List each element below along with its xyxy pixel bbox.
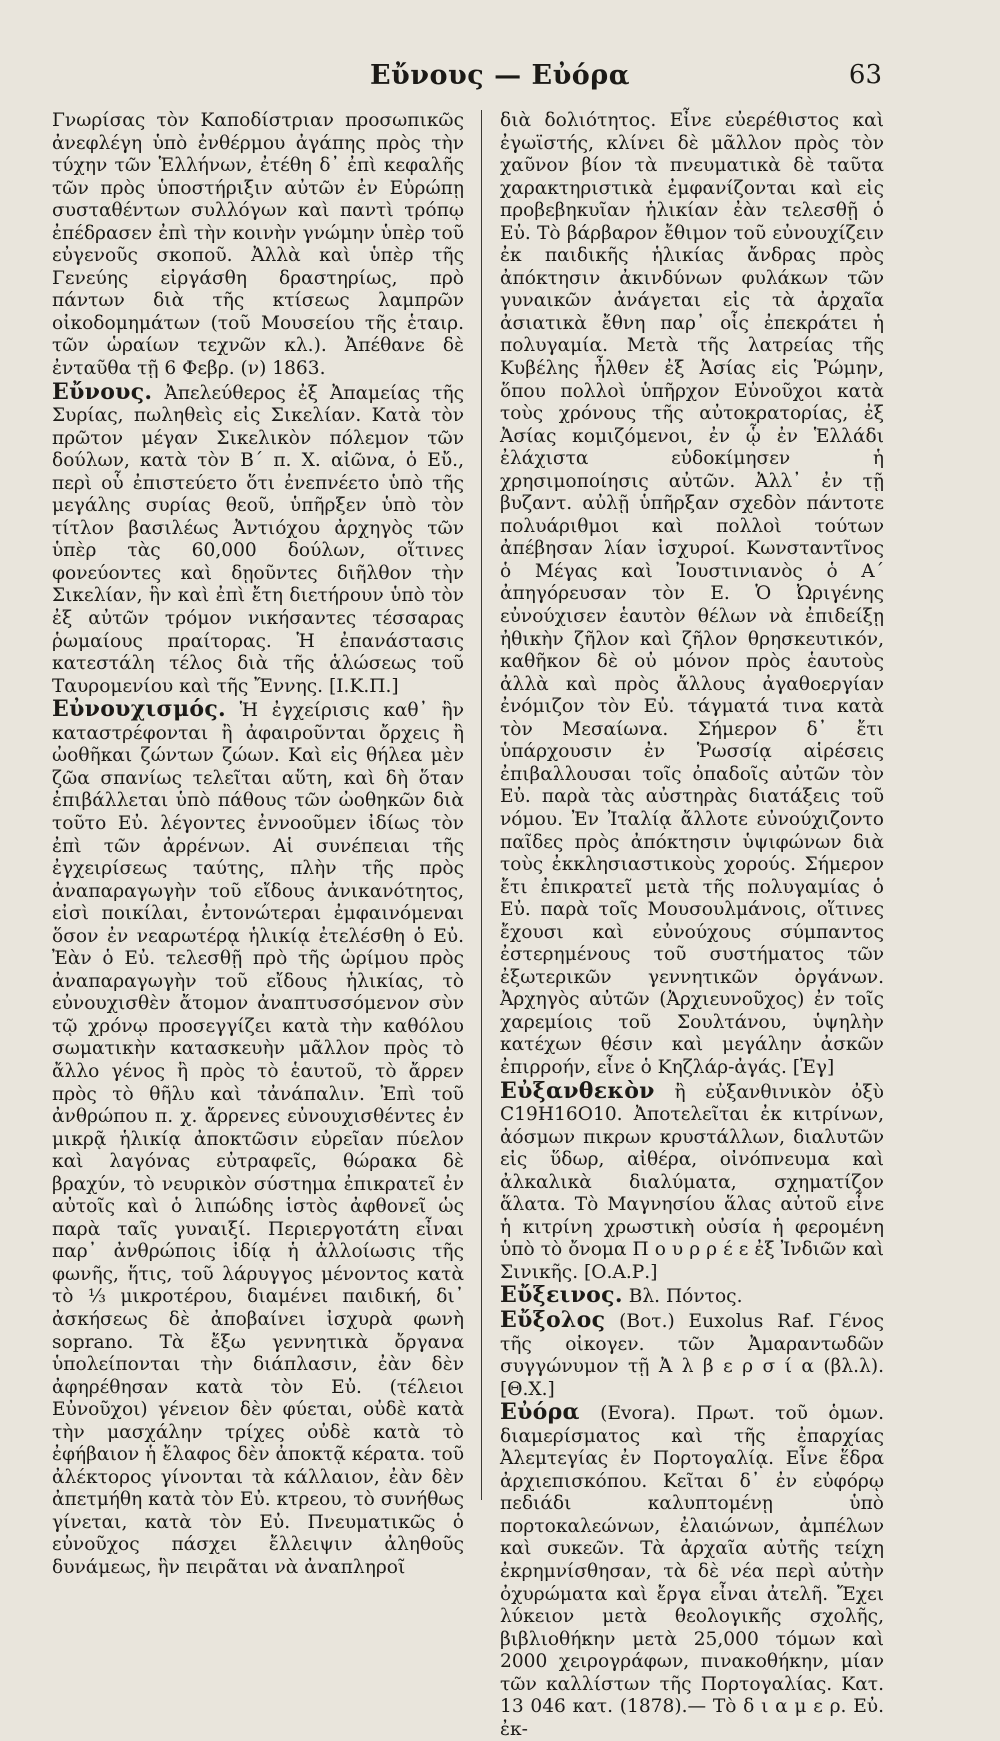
page-number: 63 [848,60,882,90]
column-divider [481,110,482,1500]
entry-body: Ἡ ἐγχείρισις καθ᾽ ἣν καταστρέφονται ἢ ἀφαιροῦνται ὄρχεις ἢ ὠοθῆκαι ζώντων ζώων. Καὶ εἰς θήλεα μὲν ζῶα σπανίως τελεῖται αὕτη, καὶ δὴ ὅταν ἐπιβάλλεται ὑπὸ πάθους τῶν ὠοθηκῶν διὰ τοῦτο Εὐ. λέγοντες ἐννοοῦμεν ἰδίως τὸν ἐπὶ τῶν ἀρρένων. Αἱ συνέπειαι τῆς ἐγχειρίσεως ταύτης, πλὴν τῆς πρὸς ἀναπαραγωγὴν τοῦ εἴδους ἀνικανότητος, εἰσὶ ποικίλαι, ἐντονώτεραι ἐμφαινόμεναι ὅσον ἐν νεαρωτέρᾳ ἡλικίᾳ ἐτελέσθη ὁ Εὐ. Ἐὰν ὁ Εὐ. τελεσθῇ πρὸ τῆς ὡρίμου πρὸς ἀναπαραγωγὴν τοῦ εἴδους ἡλικίας, τὸ εὐνουχισθὲν ἄτομον ἀναπτυσσόμενον σὺν τῷ χρόνῳ προσεγγίζει κατὰ τὴν καθόλου σωματικὴν κατασκευὴν μᾶλλον πρὸς τὸ ἄλλο γένος ἢ πρὸς τὸ ἑαυτοῦ, τὸ ἄρρεν πρὸς τὸ θῆλυ καὶ τἀνάπαλιν. Ἐπὶ τοῦ ἀνθρώπου π. χ. ἄρρενες εὐνουχισθέντες ἐν μικρᾷ ἡλικίᾳ ἀποκτῶσιν εὐρεῖαν πύελον καὶ λαγόνας εὐτραφεῖς, θώρακα δὲ βραχύν, τὸ νευρικὸν σύστημα ἐπικρατεῖ ἐν αὐτοῖς καὶ ὁ λιπώδης ἱστὸς ἀφθονεῖ ὡς παρὰ ταῖς γυναιξί. Περιεργοτάτη εἶναι παρ᾽ ἀνθρώποις ἰδίᾳ ἡ ἀλλοίωσις τῆς φωνῆς, ἥτις, τοῦ λάρυγγος μένοντος κατὰ τὸ ⅓ μικροτέρου, διαμένει παιδική, δι᾽ ἀσκήσεως δὲ ἀποβαίνει ἰσχυρὰ φωνὴ soprano. Τὰ ἔξω γεννητικὰ ὄργανα ὑπολείπονται τὴν διάπλασιν, ἐὰν δὲν ἀφηρέθησαν κατὰ τὸν Εὐ. (τέλειοι Εὐνοῦχοι) γένειον δὲν φύεται, οὐδὲ κατὰ τὴν μασχάλην τρίχες οὐδὲ κατὰ τὸ ἐφήβαιον ἡ ἔλαφος δὲν ἀποκτᾷ κέρατα. τοῦ ἀλέκτορος γίνονται τὰ κάλλαιον, ἐὰν δὲν ἀπετμήθη κατὰ τὸν Εὐ. κτρεου, τὸ συνήθως γίνεται, κατὰ τὸν Εὐ. Πνευματικῶς ὁ εὐνοῦχος πάσχει ἔλλειψιν ἀληθοῦς δυνάμεως, ἣν πειρᾶται νὰ ἀναπληροῖ [52,700,464,1578]
entry-headword: Εὐόρα [500,1399,580,1426]
entry-euora [500,1401,884,1741]
entry-headword: Εὔνους. [52,378,153,405]
continued-entry-text: Γνωρίσας τὸν Καποδίστριαν προσωπικῶς ἀνεφλέγη ὑπὸ ἐνθέρμου ἀγάπης πρὸς τὴν τύχην τῶν Ἑλλήνων, ἐτέθη δ᾽ ἐπὶ κεφαλῆς τῶν πρὸς ὑποστήριξιν αὐτῶν ἐν Εὐρώπῃ συσταθέντων συλλόγων καὶ παντὶ τρόπῳ ἐπέδρασεν ἐπὶ τὴν κοινὴν γνώμην ὑπὲρ τοῦ εὐγενοῦς σκοποῦ. Ἀλλὰ καὶ ὑπὲρ τῆς Γενεύης εἰργάσθη δραστηρίως, πρὸ πάντων διὰ τῆς κτίσεως λαμπρῶν οἰκοδομημάτων (τοῦ Μουσείου τῆς ἑταιρ. τῶν ὡραίων τεχνῶν κλ.). Ἀπέθανε δὲ ἐνταῦθα τῇ 6 Φεβρ. (ν) 1863. [52,110,464,380]
entry-euxolos [500,1306,884,1401]
entry-euxanthikon [500,1077,884,1285]
entry-euxeinos [500,1284,884,1309]
page-header [0,60,1000,100]
entry-body: Βλ. Πόντος. [622,1286,743,1308]
entry-eunouchismos [52,698,464,1579]
left-column [52,110,464,1578]
entry-body: (Evora). Πρωτ. τοῦ ὁμων. διαμερίσματος καὶ τῆς ἐπαρχίας Ἀλεμτεγίας ἐν Πορτογαλίᾳ. Εἶνε ἕδρα ἀρχιεπισκόπου. Κεῖται δ᾽ ἐν εὐφόρῳ πεδιάδι καλυπτομένῃ ὑπὸ πορτοκαλεώνων, ἐλαιώνων, ἀμπέλων καὶ συκεῶν. Τὰ ἀρχαῖα αὐτῆς τείχη ἐκρημνίσθησαν, τὰ δὲ νέα περὶ αὐτὴν ὀχυρώματα καὶ ἔργα εἶναι ἀτελῆ. Ἔχει λύκειον μετὰ θεολογικῆς σχολῆς, βιβλιοθήκην μετὰ 25,000 τόμων καὶ 2000 χειρογράφων, πινακοθήκην, μίαν τῶν καλλίστων τῆς Πορτογαλίας. Κατ. 13 046 κατ. (1878).— Τὸ δ ι α μ ε ρ. Εὐ. ἐκ- [500,1403,884,1740]
running-head: Εὔνους — Εὐόρα [369,60,631,91]
entry-headword: Εὔξεινος. [500,1282,623,1309]
entry-headword: Εὐξανθεκὸν [500,1077,655,1104]
entry-body: ἢ εὐξανθινικὸν ὀξὺ C19H16O10. Ἀποτελεῖται ἐκ κιτρίνων, ἀόσμων πικρων κρυστάλλων, διαλυτῶν εἰς ὕδωρ, αἰθέρα, οἰνόπνευμα καὶ ἀλκαλικὰ διαλύματα, σχηματίζον ἅλατα. Τὸ Μαγνησίου ἅλας αὐτοῦ εἶνε ἡ κιτρίνη χρωστικὴ οὐσία ἡ φερομένη ὑπὸ τὸ ὄνομα Π ο υ ρ ρ έ ε ἐξ Ἰνδιῶν καὶ Σινικῆς. [Ο.Α.Ρ.] [500,1081,884,1283]
entry-body: Ἀπελεύθερος ἐξ Ἀπαμείας τῆς Συρίας, πωληθεὶς εἰς Σικελίαν. Κατὰ τὸν πρῶτον μέγαν Σικελικὸν πόλεμον τῶν δούλων, κατὰ τὸν Β΄ π. Χ. αἰῶνα, ὁ Εὔ., περὶ οὗ ἐπιστεύετο ὅτι ἐνεπνέετο ὑπὸ τῆς μεγάλης συρίας θεοῦ, ὑπῆρξεν ὑπὸ τὸν τίτλον βασιλέως Ἀντιόχου ἀρχηγὸς τῶν ὑπὲρ τὰς 60,000 δούλων, οἵτινες φονεύοντες καὶ δῃοῦντες διῆλθον τὴν Σικελίαν, ἣν καὶ ἐπὶ ἔτη διετήρουν ὑπὸ τὸν ἐξ αὐτῶν τρόμον νικήσαντες τέσσαρας ῥωμαίους πραίτορας. Ἡ ἐπανάστασις κατεστάλη τέλος διὰ τῆς ἁλώσεως τοῦ Ταυρομενίου καὶ τῆς Ἔννης. [Ι.Κ.Π.] [52,382,464,697]
entry-eunous [52,378,464,699]
continued-entry-text: διὰ δολιότητος. Εἶνε εὐερέθιστος καὶ ἐγωϊστής, κλίνει δὲ μᾶλλον πρὸς τὸν χαῦνον βίον τὰ πνευματικὰ δὲ ταῦτα χαρακτηριστικὰ ἐμφανίζονται καὶ εἰς προβεβηκυῖαν ἡλικίαν ἐὰν τελεσθῇ ὁ Εὐ. Τὸ βάρβαρον ἔθιμον τοῦ εὐνουχίζειν ἐκ παιδικῆς ἡλικίας ἄνδρας πρὸς ἀπόκτησιν ἀκινδύνων φυλάκων τῶν γυναικῶν ἀνάγεται εἰς τὰ ἀρχαῖα ἀσιατικὰ ἔθνη παρ᾽ οἷς ἐπεκράτει ἡ πολυγαμία. Μετὰ τῆς λατρείας τῆς Κυβέλης ἦλθεν ἐξ Ἀσίας εἰς Ῥώμην, ὅπου πολλοὶ ὑπῆρχον Εὐνοῦχοι κατὰ τοὺς χρόνους τῆς αὐτοκρατορίας, ἐξ Ἀσίας κομιζόμενοι, ἐν ᾧ ἐν Ἑλλάδι ἐλάχιστα εὐδοκίμησεν ἡ χρησιμοποίησις αὐτῶν. Ἀλλ᾽ ἐν τῇ βυζαντ. αὐλῇ ὑπῆρξαν σχεδὸν πάντοτε πολυάριθμοι καὶ πολλοὶ τούτων ἀπέβησαν λίαν ἰσχυροί. Κωνσταντῖνος ὁ Μέγας καὶ Ἰουστινιανὸς ὁ Α΄ ἀπηγόρευσαν τὸν Ε. Ὁ Ὠριγένης εὐνούχισεν ἑαυτὸν θέλων νὰ ἐπιδείξῃ ἠθικὴν ζῆλον καὶ ζῆλον θρησκευτικόν, καθῆκον δὲ οὐ μόνον πρὸς ἑαυτοὺς ἀλλὰ καὶ πρὸς ἄλλους ἀγαθοεργίαν ἐνόμιζον τὸν Εὐ. τάγματά τινα κατὰ τὸν Μεσαίωνα. Σήμερον δ᾽ ἔτι ὑπάρχουσιν ἐν Ῥωσσίᾳ αἱρέσεις ἐπιβαλλουσαι τοῖς ὀπαδοῖς αὐτῶν τὸν Εὐ. παρὰ τὰς αὐστηρὰς διατάξεις τοῦ νόμου. Ἐν Ἰταλίᾳ ἄλλοτε εὐνούχιζοντο παῖδες πρὸς ἀπόκτησιν ὑψιφώνων διὰ τοὺς ἐκκλησιαστικοὺς χορούς. Σήμερον ἔτι ἐπικρατεῖ μετὰ τῆς πολυγαμίας ὁ Εὐ. παρὰ τοῖς Μουσουλμάνοις, οἵτινες ἔχουσι καὶ εὐνούχους σύμπαντος ἐστερημένους τοῦ συστήματος τῶν ἐξωτερικῶν γεννητικῶν ὀργάνων. Ἀρχηγὸς αὐτῶν (Ἀρχιευνοῦχος) ἐν τοῖς χαρεμίοις τοῦ Σουλτάνου, ὑψηλὴν κατέχων θέσιν καὶ μεγάλην ἀσκῶν ἐπιρροήν, εἶνε ὁ Κηζλάρ-ἀγάς. [Ἐγ] [500,110,884,1078]
entry-body: (Βοτ.) Euxolus Raf. Γένος τῆς οἰκογεν. τῶν Ἀμαραντωδῶν συγγώνυμον τῇ Ἀ λ β ε ρ σ ί α (βλ.λ). [Θ.Χ.] [500,1310,884,1400]
entry-headword: Εὐνουχισμός. [52,696,227,723]
right-column [500,110,884,1740]
entry-headword: Εὔξολος [500,1306,606,1333]
